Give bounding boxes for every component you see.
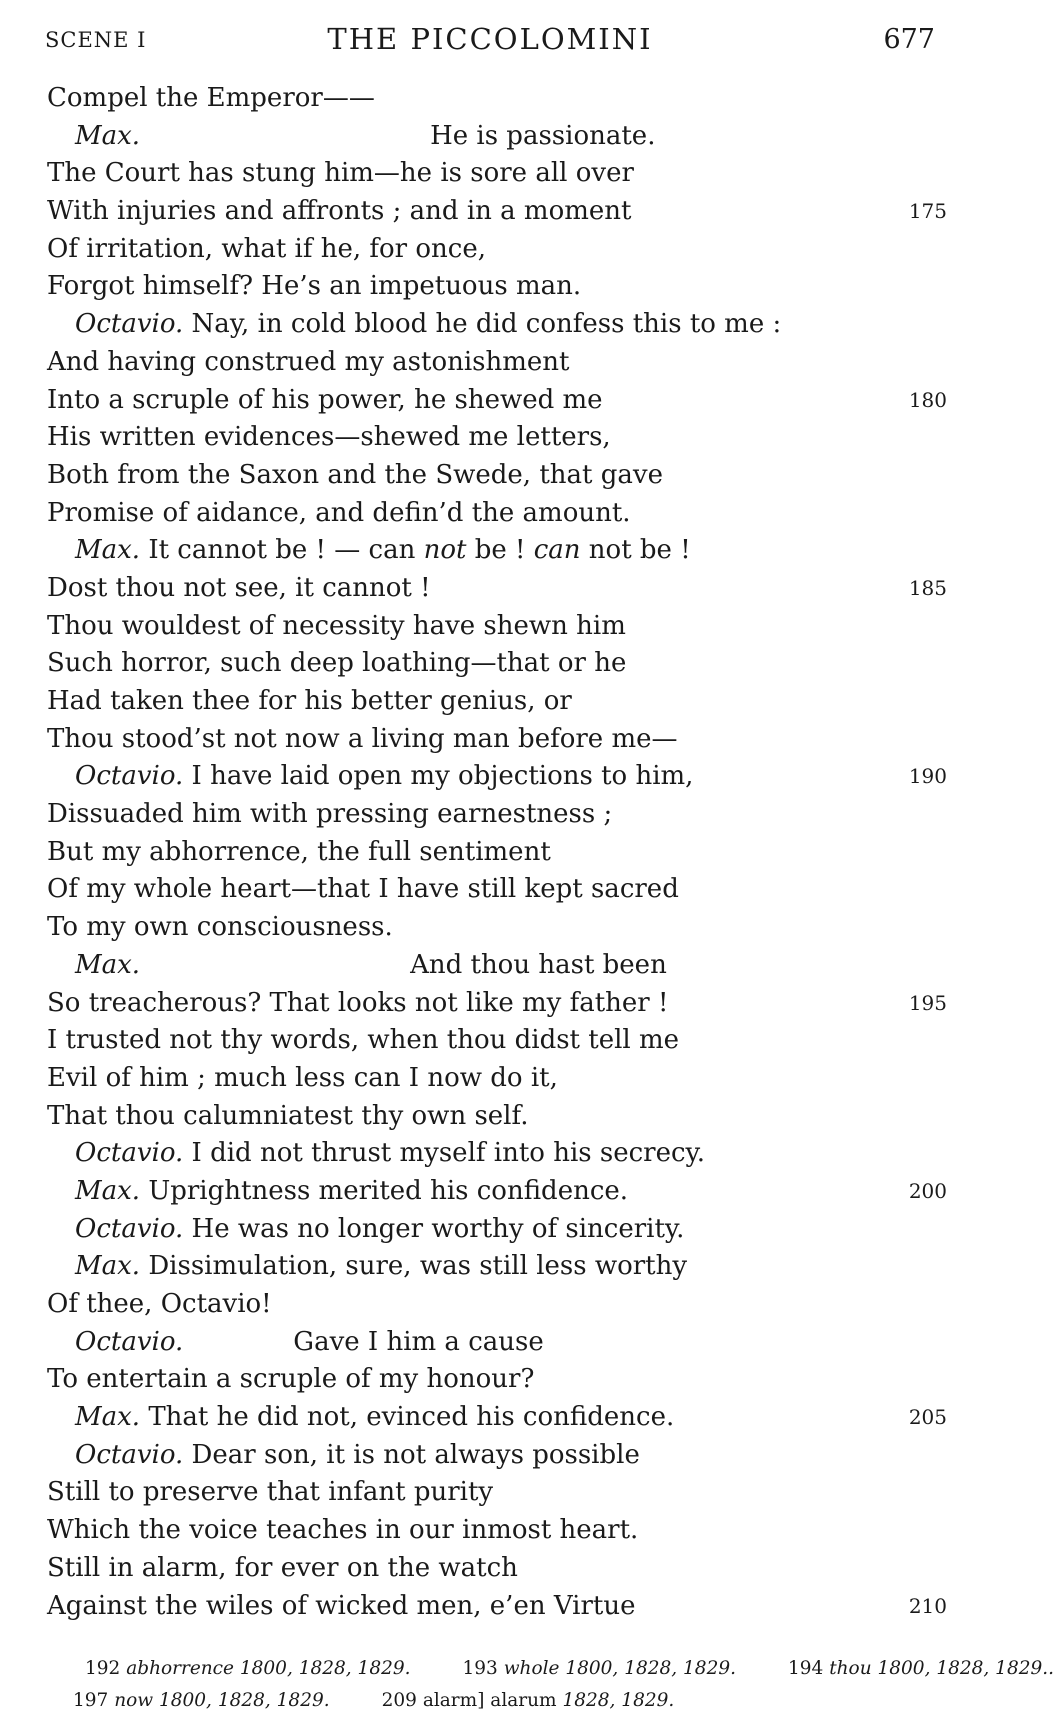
line-text: And thou hast been <box>410 949 667 980</box>
verse-line-content <box>47 1251 687 1281</box>
line-text: The Court has stung him—he is sore all over <box>47 158 634 189</box>
line-text: Of thee, Octavio! <box>47 1289 272 1319</box>
line-text: Gave I him a cause <box>293 1326 544 1357</box>
line-text: Against the wiles of wicked men, e’en Virtue <box>47 1590 636 1621</box>
footnote-number: 193 <box>462 1658 498 1679</box>
line-number: 185 <box>908 575 947 600</box>
verse-line <box>47 1588 947 1626</box>
speaker-name: Max. <box>75 1251 141 1282</box>
verse-line-content <box>47 1289 272 1319</box>
line-text: That thou calumniatest thy own self. <box>47 1100 529 1131</box>
line-number: 200 <box>908 1178 947 1203</box>
verse-line <box>47 306 947 344</box>
footnote-text: 1828, 1829. <box>562 1690 675 1711</box>
footnote-line-2 <box>47 1685 947 1717</box>
speaker-name: Octavio. <box>75 1326 184 1357</box>
verse-line <box>47 608 947 646</box>
verse-line <box>47 495 947 533</box>
line-text: Compel the Emperor—— <box>47 83 375 113</box>
line-number: 205 <box>908 1405 947 1430</box>
line-text: Into a scruple of his power, he shewed me <box>47 384 603 415</box>
verse-line <box>47 1211 947 1249</box>
verse-line <box>47 721 947 759</box>
line-text: Thou wouldest of necessity have shewn him <box>47 610 626 641</box>
verse-line-content <box>47 271 581 301</box>
verse-line-content <box>47 988 668 1018</box>
speaker-name: Octavio. <box>75 1439 184 1470</box>
verse-text <box>47 80 947 1625</box>
verse-line-content <box>47 1025 679 1055</box>
footnote-number: 192 <box>85 1658 121 1679</box>
verse-line-content <box>47 121 655 151</box>
verse-line <box>47 1098 947 1136</box>
verse-line-content <box>47 309 781 339</box>
verse-line-content <box>47 1440 640 1470</box>
verse-line-content <box>47 611 626 641</box>
verse-line-content <box>47 83 375 113</box>
verse-line <box>47 1437 947 1475</box>
speaker-name: Octavio. <box>75 761 184 792</box>
footnote-number: 197 <box>73 1690 109 1711</box>
verse-line-content <box>47 1327 544 1357</box>
footnote-text: abhorrence 1800, 1828, 1829. <box>126 1658 411 1679</box>
verse-line-content <box>47 1591 636 1621</box>
verse-line <box>47 268 947 306</box>
verse-line <box>47 231 947 269</box>
verse-line-content <box>47 724 678 754</box>
line-text: It cannot be ! — can <box>140 535 424 566</box>
speaker-name: Max. <box>75 1402 141 1433</box>
verse-line <box>47 1060 947 1098</box>
verse-line <box>47 1022 947 1060</box>
line-number: 190 <box>908 764 947 789</box>
line-text: Dear son, it is not always possible <box>183 1439 640 1470</box>
speaker-name: Octavio. <box>75 1213 184 1244</box>
footnote-lemma: alarm] alarum <box>422 1690 557 1711</box>
line-number: 180 <box>908 387 947 412</box>
line-text: And having construed my astonishment <box>47 346 570 377</box>
line-text: Forgot himself? He’s an impetuous man. <box>47 271 582 302</box>
emphasis-text: can <box>533 535 581 566</box>
page-number: 677 <box>883 24 935 55</box>
verse-line-content <box>47 686 572 716</box>
line-text: Of irritation, what if he, for once, <box>47 233 486 264</box>
verse-line-content <box>47 1176 628 1206</box>
verse-line <box>47 909 947 947</box>
line-number: 210 <box>908 1593 947 1618</box>
verse-line-content <box>47 1101 528 1131</box>
line-text: Such horror, such deep loathing—that or he <box>47 648 627 679</box>
speaker-name: Octavio. <box>75 1138 184 1169</box>
line-text: Dissimulation, sure, was still less worthy <box>140 1251 688 1282</box>
verse-line-content <box>47 196 631 226</box>
footnotes <box>47 1653 1054 1717</box>
line-text: So treacherous? That looks not like my father ! <box>47 987 669 1018</box>
line-text: I trusted not thy words, when thou didst tell me <box>47 1025 680 1056</box>
line-text: With injuries and affronts ; and in a moment <box>47 196 632 227</box>
verse-line <box>47 1512 947 1550</box>
verse-line-content <box>47 1138 705 1168</box>
verse-line-content <box>47 1553 518 1583</box>
verse-line-content <box>47 573 431 603</box>
line-text: To my own consciousness. <box>47 912 393 943</box>
verse-line-content <box>47 950 667 980</box>
verse-line-content <box>47 158 634 188</box>
verse-line-content <box>47 837 551 867</box>
line-text: Promise of aidance, and defin’d the amount. <box>47 497 631 528</box>
footnote-number: 194 <box>788 1658 824 1679</box>
verse-line-content <box>47 1402 674 1432</box>
verse-line <box>47 193 947 231</box>
verse-line <box>47 419 947 457</box>
line-text: But my abhorrence, the full sentiment <box>47 836 551 867</box>
line-text: Nay, in cold blood he did confess this to me : <box>183 309 782 340</box>
verse-line-content <box>47 234 486 264</box>
line-text: I have laid open my objections to him, <box>183 761 694 792</box>
speaker-name: Max. <box>75 949 141 980</box>
verse-line <box>47 758 947 796</box>
verse-line-content <box>47 347 570 377</box>
verse-line-content <box>47 422 611 452</box>
verse-line-content <box>47 761 693 791</box>
line-text: His written evidences—shewed me letters, <box>47 422 611 453</box>
verse-line <box>47 1474 947 1512</box>
page-header <box>45 22 935 62</box>
verse-line <box>47 1173 947 1211</box>
line-text: He is passionate. <box>430 120 656 151</box>
verse-line-content <box>47 1515 638 1545</box>
verse-line <box>47 1248 947 1286</box>
verse-line-content <box>47 460 663 490</box>
footnote-text: whole 1800, 1828, 1829. <box>503 1658 736 1679</box>
speaker-name: Max. <box>75 1175 141 1206</box>
verse-line <box>47 457 947 495</box>
verse-line <box>47 80 947 118</box>
line-text: To entertain a scruple of my honour? <box>47 1364 535 1395</box>
line-text: He was no longer worthy of sincerity. <box>183 1213 685 1244</box>
line-text: Thou stood’st not now a living man before me— <box>47 723 678 754</box>
verse-line-content <box>47 912 393 942</box>
footnote-text: thou 1800, 1828, 1829.. <box>829 1658 1054 1679</box>
line-text: Dost thou not see, it cannot ! <box>47 572 431 603</box>
verse-line-content <box>47 874 679 904</box>
verse-line <box>47 871 947 909</box>
verse-line <box>47 796 947 834</box>
verse-line-content <box>47 1364 534 1394</box>
verse-line-content <box>47 1063 558 1093</box>
verse-line <box>47 985 947 1023</box>
verse-line-content <box>47 1214 684 1244</box>
line-number: 175 <box>908 199 947 224</box>
verse-line <box>47 532 947 570</box>
verse-line <box>47 947 947 985</box>
verse-line-content <box>47 799 612 829</box>
line-text: Both from the Saxon and the Swede, that gave <box>47 459 663 490</box>
line-number: 195 <box>908 990 947 1015</box>
verse-line-content <box>47 385 603 415</box>
line-text: I did not thrust myself into his secrecy. <box>183 1138 706 1169</box>
emphasis-text: not <box>423 535 467 566</box>
line-text: Still to preserve that infant purity <box>47 1477 494 1508</box>
verse-line <box>47 1135 947 1173</box>
line-text: be ! <box>466 535 534 566</box>
footnote-line-1 <box>47 1653 1054 1685</box>
verse-line <box>47 382 947 420</box>
verse-line <box>47 1286 947 1324</box>
line-text: Of my whole heart—that I have still kept sacred <box>47 874 679 905</box>
verse-line-content <box>47 498 631 528</box>
scene-label: SCENE I <box>45 28 147 52</box>
verse-line <box>47 1361 947 1399</box>
line-text: Uprightness merited his confidence. <box>140 1175 629 1206</box>
verse-line-content <box>47 648 626 678</box>
line-text: Dissuaded him with pressing earnestness ; <box>47 799 613 830</box>
line-text: That he did not, evinced his confidence. <box>140 1402 675 1433</box>
verse-line <box>47 1399 947 1437</box>
verse-line <box>47 570 947 608</box>
line-text: Evil of him ; much less can I now do it, <box>47 1062 558 1093</box>
verse-line <box>47 645 947 683</box>
speaker-name: Max. <box>75 120 141 151</box>
verse-line <box>47 1324 947 1362</box>
verse-line <box>47 344 947 382</box>
verse-line <box>47 834 947 872</box>
line-text: Which the voice teaches in our inmost heart. <box>47 1515 639 1546</box>
verse-line <box>47 683 947 721</box>
speaker-name: Octavio. <box>75 309 184 340</box>
footnote-number: 209 <box>381 1690 417 1711</box>
speaker-name: Max. <box>75 535 141 566</box>
footnote-text: now 1800, 1828, 1829. <box>114 1690 330 1711</box>
line-text: not be ! <box>580 535 691 566</box>
verse-line <box>47 1550 947 1588</box>
running-title: THE PICCOLOMINI <box>327 22 653 56</box>
verse-line-content <box>47 535 691 565</box>
line-text: Still in alarm, for ever on the watch <box>47 1552 518 1583</box>
verse-line <box>47 155 947 193</box>
line-text: Had taken thee for his better genius, or <box>47 686 572 716</box>
verse-line-content <box>47 1477 493 1507</box>
verse-line <box>47 118 947 156</box>
